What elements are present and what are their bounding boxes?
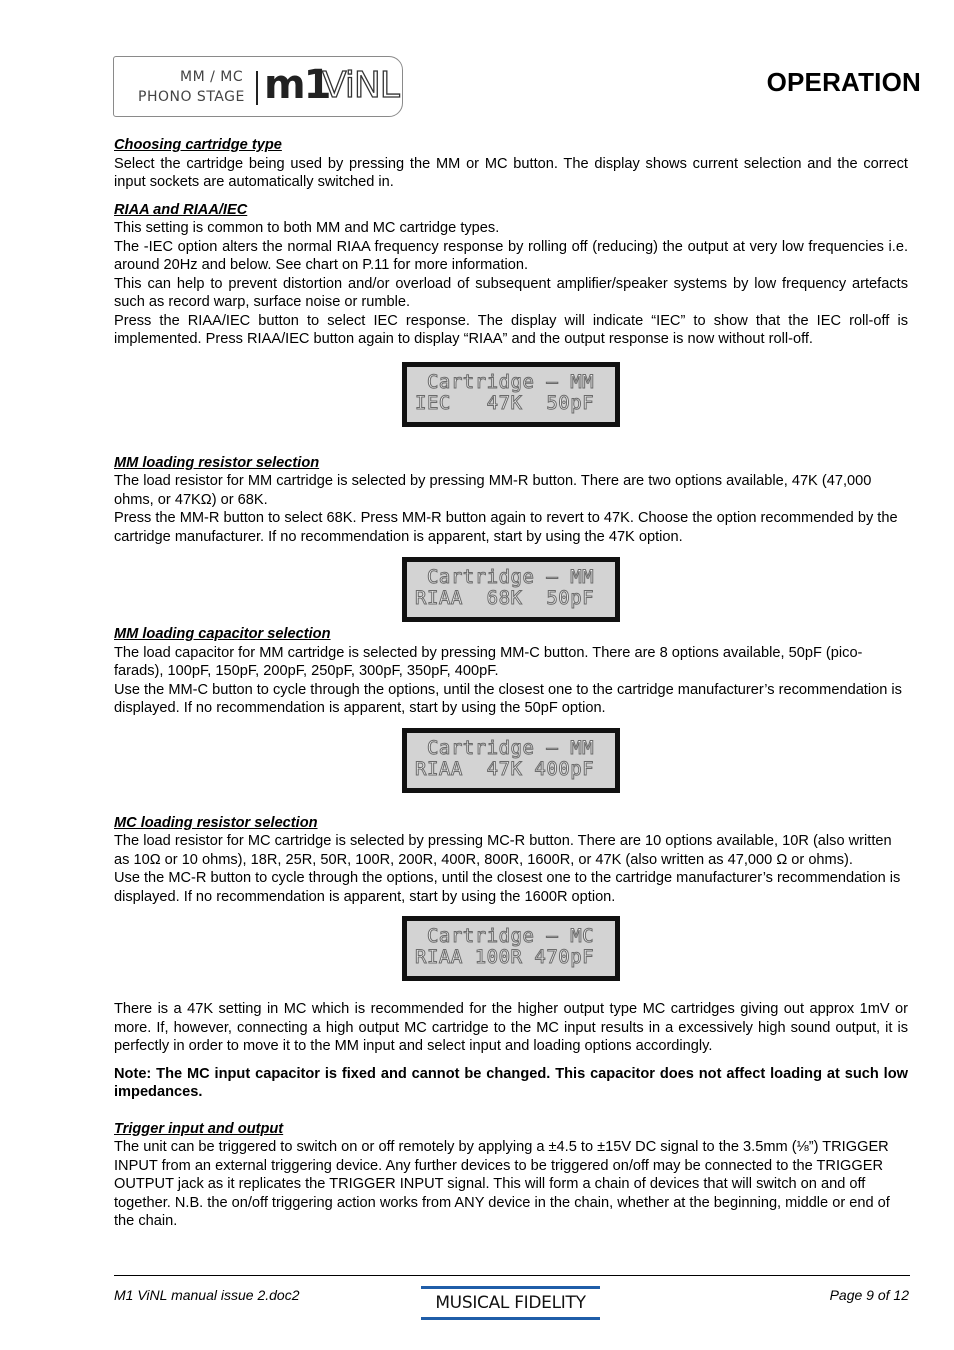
lcd-line-2: RIAA 68K 50pF (415, 587, 595, 609)
paragraph: The unit can be triggered to switch on or off remotely by applying a ±4.5 to ±15V DC signal to the 3.5mm (⅛”) TRIGGER INPUT from an external triggering device. Any further devices to be triggered on/off may be connected to the TRIGGER OUTPUT jack as it replicates the TRIGGER INPUT signal. This will form a chain of devices that will switch on and off together. N.B. the on/off triggering action works from ANY device in the chain, whether at the beginning, middle or end of the chain. (114, 1139, 890, 1229)
paragraph: The load capacitor for MM cartridge is selected by pressing MM-C button. There are 8 options available, 50pF (pico-farads), 100pF, 150pF, 200pF, 250pF, 300pF, 350pF, 400pF. (114, 644, 863, 679)
paragraph: The load resistor for MC cartridge is selected by pressing MC-R button. There are 10 options available, 10R (also written as 10Ω or 10 ohms), 18R, 25R, 50R, 100R, 200R, 400R, 800R, 1600R, or 47K (also written as 47,000 Ω or ohms). (114, 833, 892, 868)
lcd-line-1: Cartridge – MM (415, 566, 595, 588)
section-heading-mc-resistor: MC loading resistor selection (114, 814, 318, 831)
manual-content (114, 136, 908, 1231)
logo-line-2: PHONO STAGE (138, 89, 245, 105)
logo-vinl: ViNL (322, 65, 399, 106)
page-title: OPERATION (766, 67, 921, 97)
paragraph: There is a 47K setting in MC which is recommended for the higher output type MC cartridges giving out approx 1mV or more. If, however, connecting a high output MC cartridge to the MC input results in a excessively high sound output, it is perfectly in order to move it to the MM input and select input and loading options accordingly. (114, 1001, 908, 1054)
section-heading-cartridge: Choosing cartridge type (114, 137, 282, 153)
paragraph: Select the cartridge being used by pressing the MM or MC button. The display shows current selection and the correct input sockets are automatically switched in. (114, 155, 908, 190)
section-heading-mm-capacitor: MM loading capacitor selection (114, 626, 331, 642)
paragraph: Use the MC-R button to cycle through the options, until the closest one to the cartridge manufacturer’s recommendation is displayed. If no recommendation is apparent, start by using the 1600R option. (114, 870, 901, 905)
lcd-line-2: IEC 47K 50pF (415, 391, 595, 414)
product-logo (113, 56, 403, 117)
paragraph: This can help to prevent distortion and/or overload of subsequent amplifier/speaker systems by low frequency artefacts such as record warp, surface noise or rumble. (114, 275, 908, 310)
lcd-line-1: Cartridge – MM (415, 736, 595, 759)
lcd-display-mc (402, 916, 620, 981)
lcd-display-mm-68k (402, 557, 620, 622)
section-heading-riaa: RIAA and RIAA/IEC (114, 201, 248, 218)
paragraph: The -IEC option alters the normal RIAA frequency response by rolling off (reducing) the output at very low frequencies i.e. around 20Hz and below. See chart on P.11 for more information. (114, 238, 908, 273)
paragraph: Press the MM-R button to select 68K. Press MM-R button again to revert to 47K. Choose the option recommended by the cartridge manufacturer. If no recommendation is apparent, start by using the 47K option. (114, 510, 898, 545)
lcd-line-1: Cartridge – MM (415, 370, 595, 393)
logo-divider (256, 71, 258, 105)
logo-line-1: MM / MC (180, 69, 244, 85)
paragraph: Press the RIAA/IEC button to select IEC response. The display will indicate “IEC” to show that the IEC roll-off is implemented. Press RIAA/IEC button again to display “RIAA” and the output response is now without roll-off. (114, 312, 908, 347)
footer-divider (114, 1275, 910, 1276)
paragraph: Use the MM-C button to cycle through the options, until the closest one to the cartridge manufacturer’s recommendation is displayed. If no recommendation is apparent, start by using the 50pF option. (114, 681, 902, 716)
logo-m1: m1 (264, 62, 330, 108)
lcd-line-2: RIAA 100R 470pF (415, 946, 595, 968)
lcd-line-1: Cartridge – MC (415, 925, 595, 947)
paragraph: This setting is common to both MM and MC cartridge types. (114, 220, 500, 236)
section-heading-trigger: Trigger input and output (114, 1120, 284, 1137)
brand-logo: MUSICAL FIDELITY (421, 1286, 600, 1320)
note-paragraph: Note: The MC input capacitor is fixed and cannot be changed. This capacitor does not affect loading at such low impedances. (114, 1065, 908, 1100)
page-number: Page 9 of 12 (829, 1287, 909, 1303)
lcd-display-iec (402, 362, 620, 427)
paragraph: The load resistor for MM cartridge is selected by pressing MM-R button. There are two options available, 47K (47,000 ohms, or 47KΩ) or 68K. (114, 473, 872, 508)
section-heading-mm-resistor: MM loading resistor selection (114, 454, 320, 471)
footer-doc-name: M1 ViNL manual issue 2.doc2 (114, 1287, 300, 1303)
lcd-line-2: RIAA 47K 400pF (415, 757, 595, 780)
lcd-display-mm-400pf (402, 728, 620, 793)
